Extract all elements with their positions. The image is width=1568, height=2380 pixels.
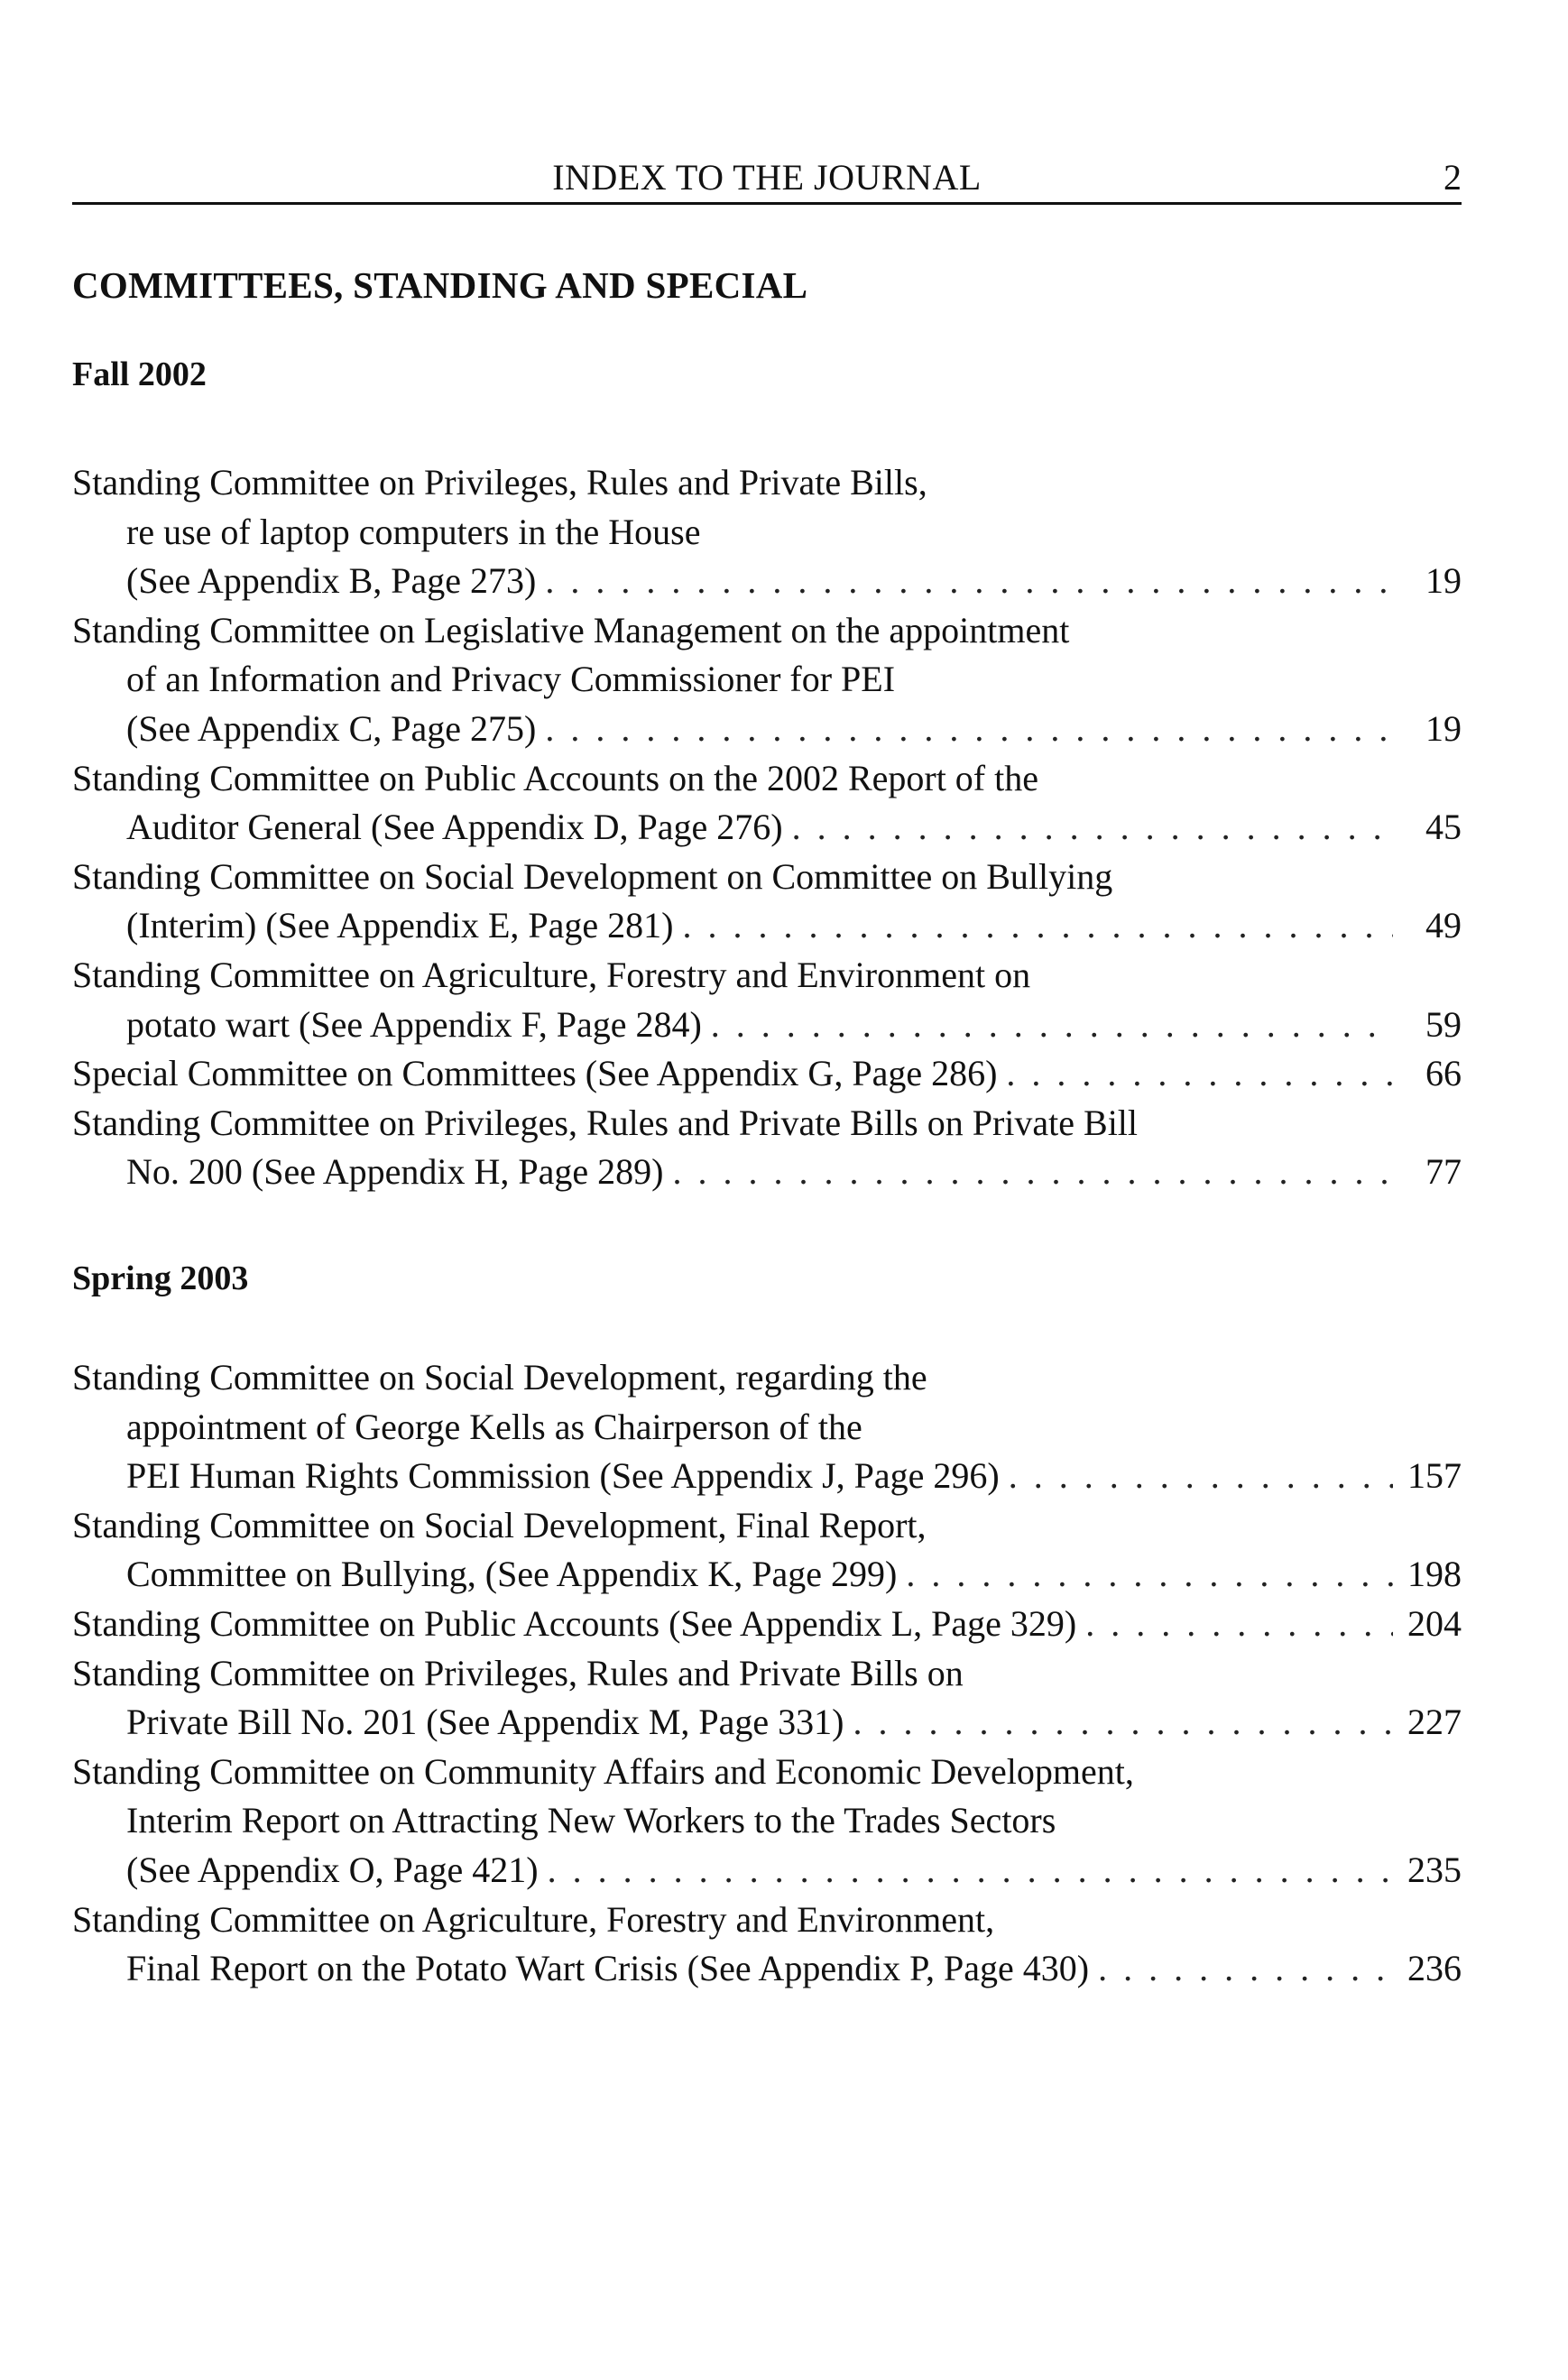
entry-text-line: Standing Committee on Agriculture, Forestry and Environment on (72, 954, 1031, 995)
entry-last-line (72, 1600, 1462, 1649)
entry-last-line (72, 1148, 1462, 1197)
index-page (72, 0, 1462, 2380)
entry-page-number: 77 (1425, 1151, 1462, 1193)
index-entry (72, 853, 1462, 951)
entry-text-line: Final Report on the Potato Wart Crisis (See Appendix P, Page 430) (126, 1948, 1090, 1989)
running-head (72, 155, 1462, 200)
entry-page-number: 236 (1407, 1948, 1462, 1989)
entry-text-line: appointment of George Kells as Chairperson of the (126, 1406, 862, 1447)
entry-text-line: Standing Committee on Privileges, Rules and Private Bills, (72, 462, 927, 503)
entry-text-line: Standing Committee on Social Development, regarding the (72, 1357, 927, 1398)
entry-text-line: re use of laptop computers in the House (126, 511, 701, 552)
entry-text-line: Standing Committee on Social Development, Final Report, (72, 1504, 927, 1545)
entry-text-line: Standing Committee on Legislative Management on the appointment (72, 609, 1070, 650)
entry-text-line: (Interim) (See Appendix E, Page 281) (126, 905, 674, 946)
index-entry (72, 1099, 1462, 1197)
entry-page-number: 59 (1425, 1003, 1462, 1045)
entry-text-line: Standing Committee on Privileges, Rules and Private Bills on Private Bill (72, 1102, 1139, 1143)
entry-page-number: 227 (1407, 1702, 1462, 1743)
entry-last-line (72, 1846, 1462, 1896)
entry-page-number: 157 (1407, 1455, 1462, 1497)
dot-leader (1098, 1944, 1393, 1994)
index-entry (72, 1600, 1462, 1649)
entry-text-line: of an Information and Privacy Commissioner for PEI (126, 659, 896, 700)
entry-text-line: Standing Committee on Public Accounts (See Appendix L, Page 329) (72, 1602, 1077, 1644)
entry-text-line: (See Appendix C, Page 275) (126, 707, 537, 749)
entry-last-line (72, 1452, 1462, 1501)
entry-page-number: 235 (1407, 1849, 1462, 1890)
entry-last-line (72, 557, 1462, 606)
entry-page-number: 66 (1425, 1053, 1462, 1094)
entry-text-line: Standing Committee on Community Affairs and Economic Development, (72, 1750, 1134, 1792)
dot-leader (853, 1698, 1393, 1748)
entries-fall-2002 (72, 458, 1462, 1197)
entry-text-line: PEI Human Rights Commission (See Appendix J, Page 296) (126, 1455, 1000, 1497)
entry-page-number: 19 (1425, 707, 1462, 749)
entry-text-line: Private Bill No. 201 (See Appendix M, Page 331) (126, 1702, 844, 1743)
index-entry (72, 754, 1462, 853)
header-rule (72, 202, 1462, 205)
index-entry (72, 1501, 1462, 1600)
index-entry (72, 1896, 1462, 1994)
entries-spring-2003 (72, 1353, 1462, 1994)
index-entry (72, 951, 1462, 1049)
dot-leader (548, 1846, 1393, 1896)
dot-leader (1009, 1452, 1393, 1501)
dot-leader (672, 1148, 1393, 1197)
entry-text-line: Standing Committee on Agriculture, Forestry and Environment, (72, 1898, 995, 1940)
entry-text-line: potato wart (See Appendix F, Page 284) (126, 1003, 702, 1045)
entry-last-line (72, 1944, 1462, 1994)
entry-text-line: Committee on Bullying, (See Appendix K, Page 299) (126, 1554, 898, 1595)
entry-text-line: Standing Committee on Social Development on Committee on Bullying (72, 855, 1113, 897)
index-entry (72, 1353, 1462, 1501)
entry-text-line: No. 200 (See Appendix H, Page 289) (126, 1151, 664, 1193)
entry-page-number: 204 (1407, 1602, 1462, 1644)
entry-last-line (72, 1001, 1462, 1050)
index-entry (72, 1748, 1462, 1896)
entry-last-line (72, 1698, 1462, 1748)
dot-leader (792, 803, 1393, 853)
index-entry (72, 1649, 1462, 1748)
index-entry (72, 1049, 1462, 1099)
running-head-title: INDEX TO THE JOURNAL (552, 157, 982, 198)
entry-last-line (72, 1049, 1462, 1099)
page-number: 2 (1443, 157, 1462, 198)
dot-leader (683, 901, 1393, 951)
dot-leader (906, 1550, 1393, 1600)
subhead-fall-2002: Fall 2002 (72, 355, 207, 393)
index-entry (72, 606, 1462, 754)
entry-last-line (72, 901, 1462, 951)
index-entry (72, 458, 1462, 606)
entry-page-number: 45 (1425, 807, 1462, 848)
entry-text-line: Standing Committee on Privileges, Rules and Private Bills on (72, 1652, 964, 1693)
section-heading: COMMITTEES, STANDING AND SPECIAL (72, 264, 808, 306)
dot-leader (1006, 1049, 1393, 1099)
dot-leader (1085, 1600, 1393, 1649)
dot-leader (545, 557, 1393, 606)
entry-last-line (72, 705, 1462, 754)
entry-page-number: 198 (1407, 1554, 1462, 1595)
dot-leader (545, 705, 1393, 754)
entry-page-number: 19 (1425, 560, 1462, 602)
entry-last-line (72, 1550, 1462, 1600)
dot-leader (711, 1001, 1393, 1050)
entry-page-number: 49 (1425, 905, 1462, 946)
entry-text-line: Special Committee on Committees (See Appendix G, Page 286) (72, 1053, 998, 1094)
entry-text-line: Interim Report on Attracting New Workers to the Trades Sectors (126, 1800, 1056, 1841)
entry-text-line: (See Appendix B, Page 273) (126, 560, 537, 602)
entry-last-line (72, 803, 1462, 853)
entry-text-line: (See Appendix O, Page 421) (126, 1849, 539, 1890)
subhead-spring-2003: Spring 2003 (72, 1259, 249, 1297)
entry-text-line: Auditor General (See Appendix D, Page 276) (126, 807, 783, 848)
entry-text-line: Standing Committee on Public Accounts on the 2002 Report of the (72, 757, 1038, 798)
